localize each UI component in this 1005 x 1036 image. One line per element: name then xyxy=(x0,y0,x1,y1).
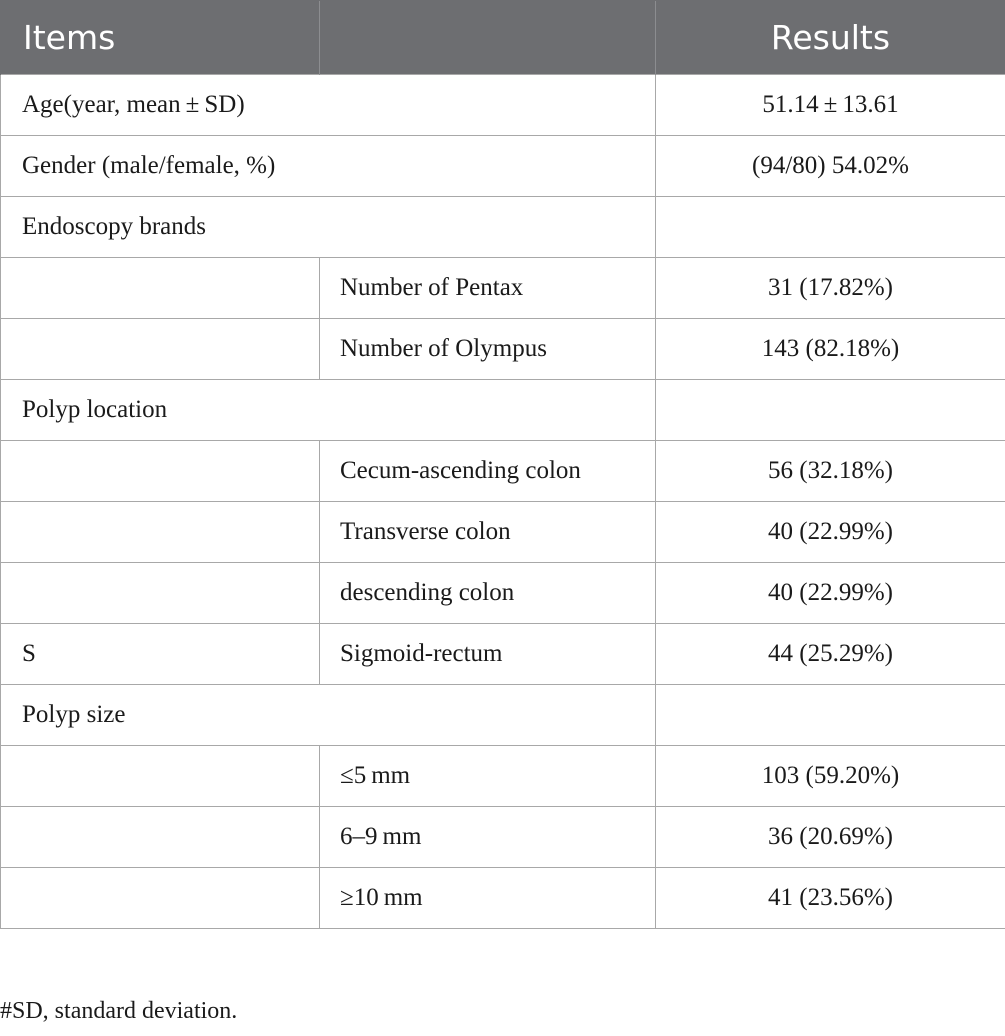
table-row xyxy=(1,197,1005,258)
table-row xyxy=(1,807,1005,868)
row-label xyxy=(1,563,320,624)
row-label: Gender (male/female, %) xyxy=(1,136,656,197)
row-label xyxy=(1,441,320,502)
row-sublabel: Number of Olympus xyxy=(320,319,656,380)
table-row xyxy=(1,746,1005,807)
header-row xyxy=(1,1,1005,75)
row-label xyxy=(1,868,320,929)
row-result xyxy=(656,685,1005,746)
table-row xyxy=(1,441,1005,502)
table-row xyxy=(1,502,1005,563)
row-label: Polyp size xyxy=(1,685,656,746)
row-result: 41 (23.56%) xyxy=(656,868,1005,929)
row-sublabel: ≤5 mm xyxy=(320,746,656,807)
table-row xyxy=(1,380,1005,441)
row-result: 51.14 ± 13.61 xyxy=(656,75,1005,136)
row-label xyxy=(1,746,320,807)
row-label: Age(year, mean ± SD) xyxy=(1,75,656,136)
row-result: 40 (22.99%) xyxy=(656,563,1005,624)
table-row xyxy=(1,563,1005,624)
row-sublabel: Transverse colon xyxy=(320,502,656,563)
table-footnote: #SD, standard deviation. xyxy=(0,998,238,1024)
header-subitems xyxy=(320,1,656,75)
row-result: 56 (32.18%) xyxy=(656,441,1005,502)
table-header xyxy=(1,1,1005,75)
row-result: 31 (17.82%) xyxy=(656,258,1005,319)
table-row xyxy=(1,685,1005,746)
table-row xyxy=(1,319,1005,380)
row-result: 143 (82.18%) xyxy=(656,319,1005,380)
row-sublabel: Number of Pentax xyxy=(320,258,656,319)
row-result: 44 (25.29%) xyxy=(656,624,1005,685)
row-label: Endoscopy brands xyxy=(1,197,656,258)
row-sublabel: Sigmoid-rectum xyxy=(320,624,656,685)
table-row xyxy=(1,258,1005,319)
row-label: S xyxy=(1,624,320,685)
row-result: (94/80) 54.02% xyxy=(656,136,1005,197)
table-row xyxy=(1,868,1005,929)
row-result: 40 (22.99%) xyxy=(656,502,1005,563)
row-result: 36 (20.69%) xyxy=(656,807,1005,868)
row-sublabel: descending colon xyxy=(320,563,656,624)
row-sublabel: Cecum-ascending colon xyxy=(320,441,656,502)
row-sublabel: 6–9 mm xyxy=(320,807,656,868)
table-row xyxy=(1,136,1005,197)
row-result: 103 (59.20%) xyxy=(656,746,1005,807)
row-label xyxy=(1,258,320,319)
table-row xyxy=(1,624,1005,685)
header-items: Items xyxy=(1,1,320,75)
row-result xyxy=(656,380,1005,441)
row-label xyxy=(1,319,320,380)
header-results: Results xyxy=(656,1,1005,75)
table-row xyxy=(1,75,1005,136)
row-label xyxy=(1,807,320,868)
table-body xyxy=(1,75,1005,929)
row-sublabel: ≥10 mm xyxy=(320,868,656,929)
row-label xyxy=(1,502,320,563)
row-label: Polyp location xyxy=(1,380,656,441)
row-result xyxy=(656,197,1005,258)
